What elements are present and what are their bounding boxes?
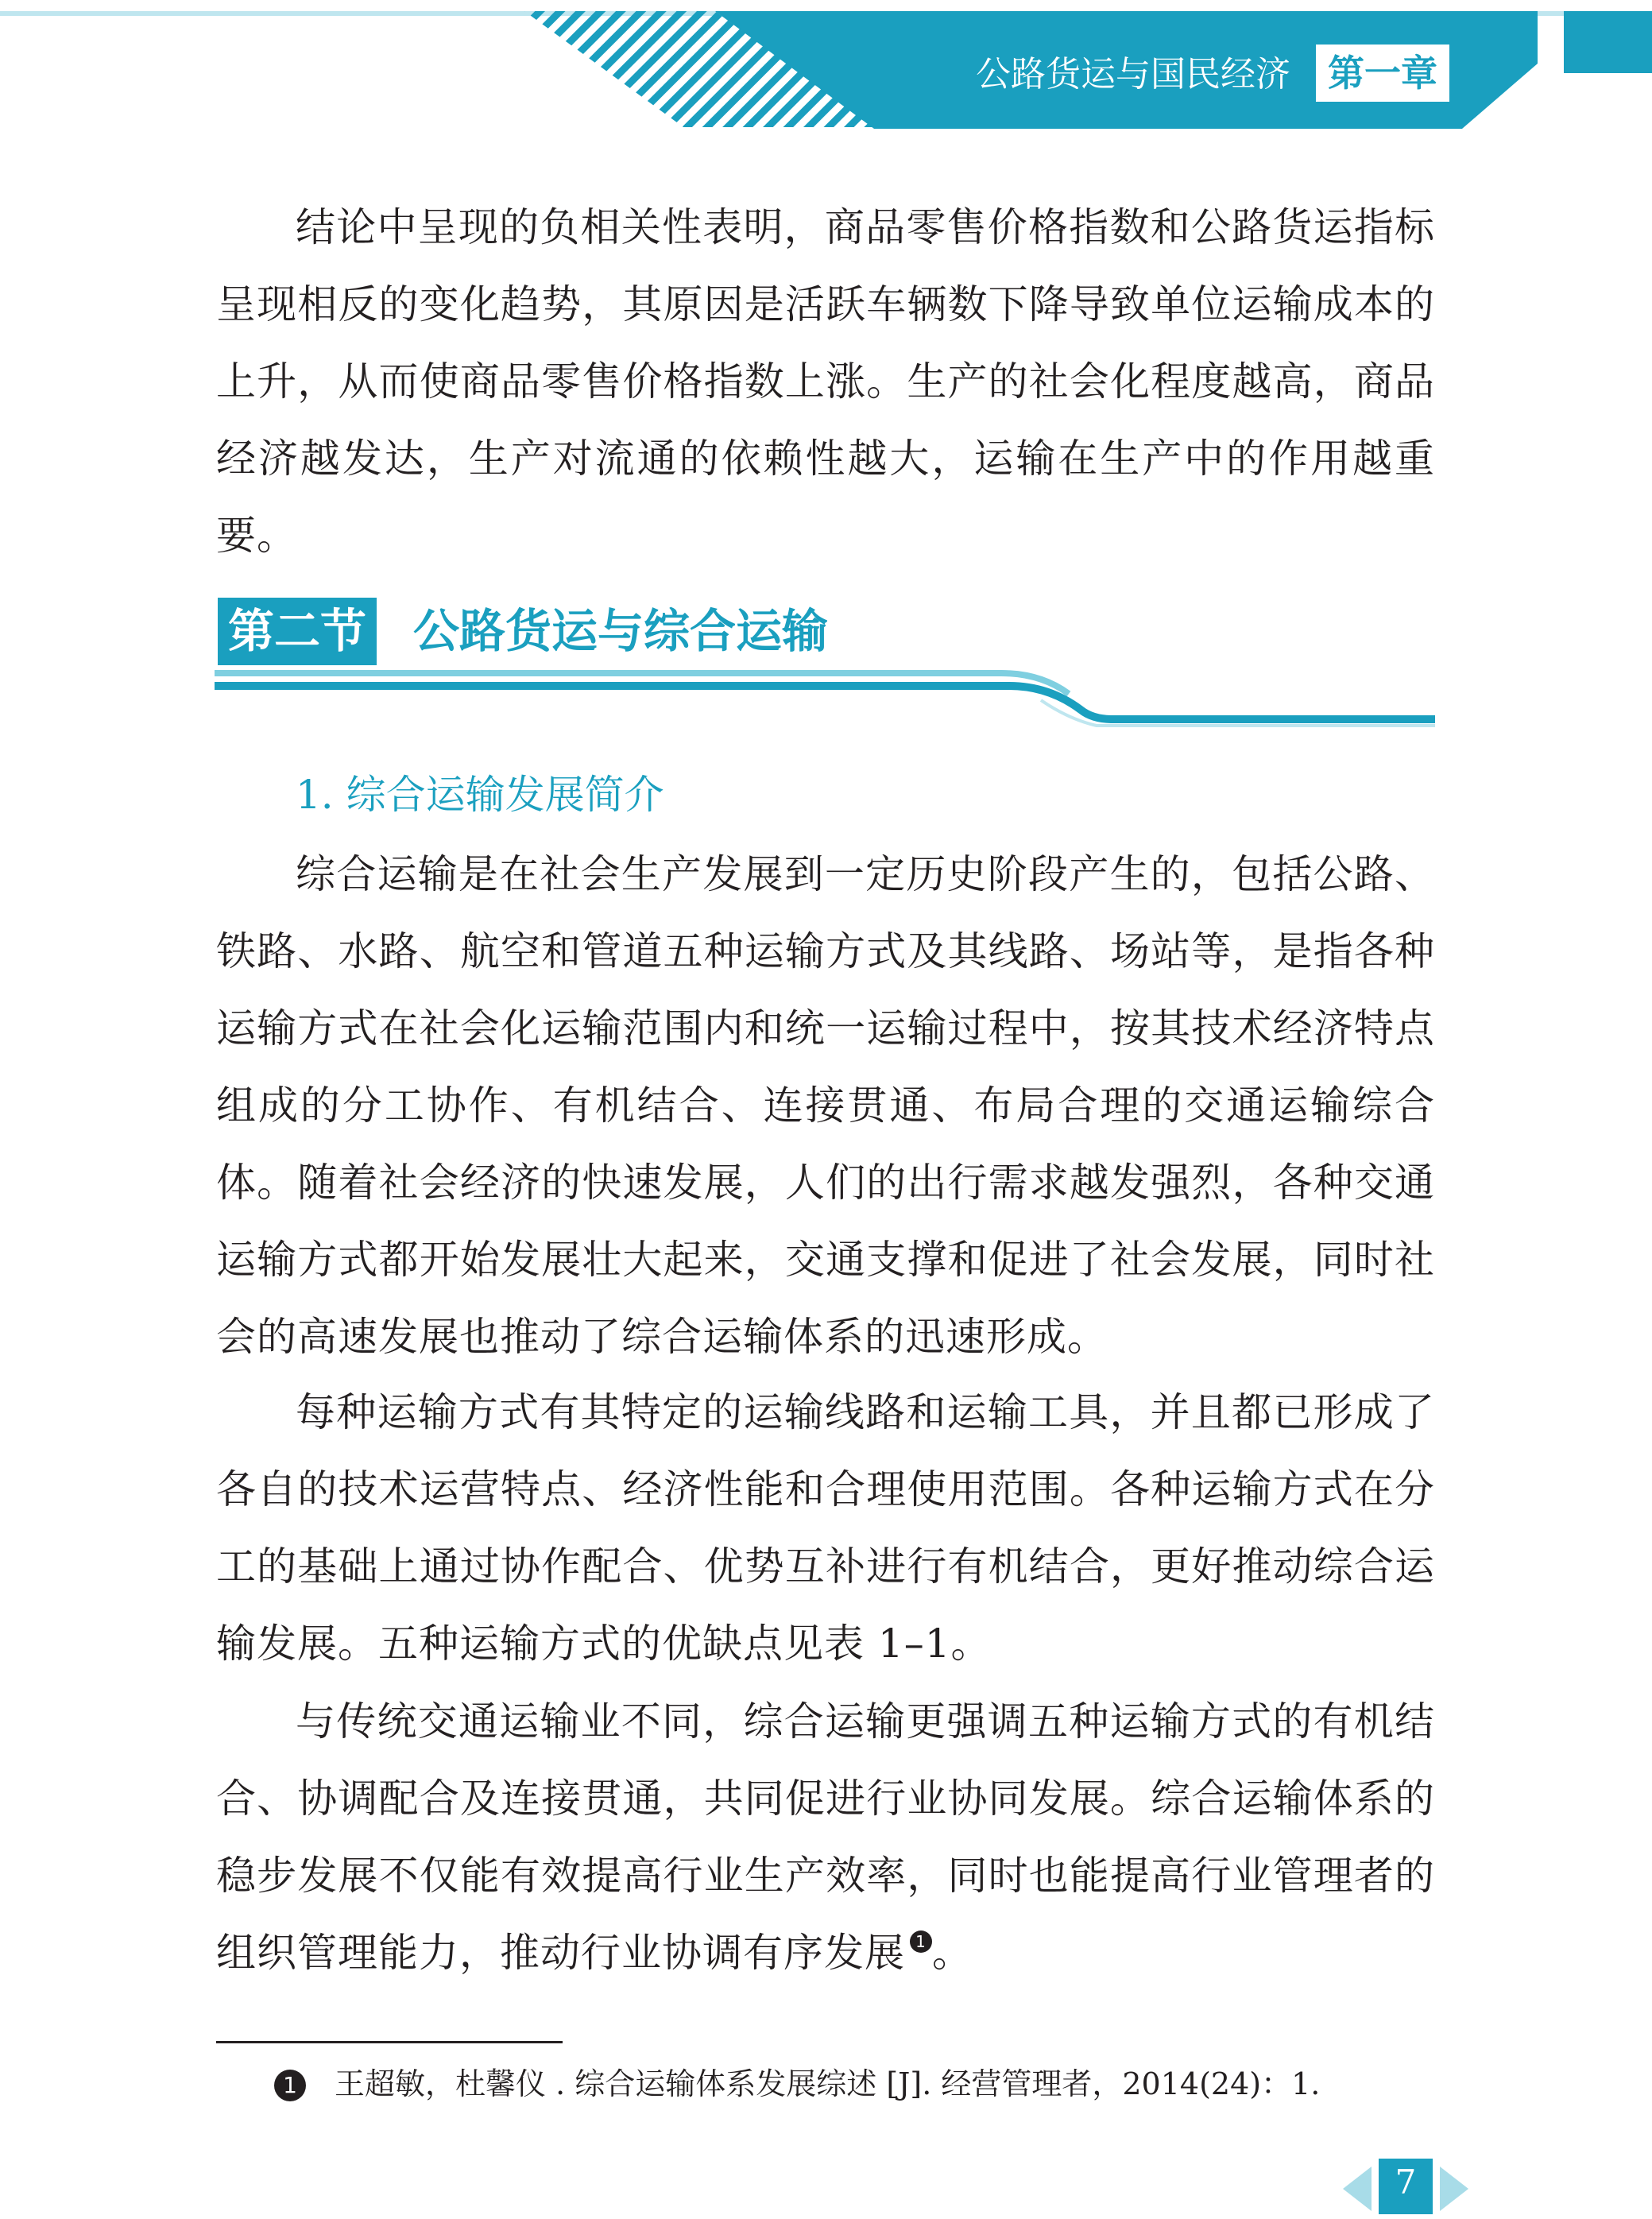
next-page-arrow-icon [1440, 2167, 1468, 2211]
page-number: 7 [1395, 2163, 1417, 2202]
body-paragraph: 综合运输是在社会生产发展到一定历史阶段产生的，包括公路、铁路、水路、航空和管道五种运输方式及其线路、场站等，是指各种运输方式在社会化运输范围内和统一运输过程中，按其技术经济特点组成的分工协作、有机结合、连接贯通、布局合理的交通运输综合体。随着社会经济的快速发展，人们的出行需求越发强烈，各种交通运输方式都开始发展壮大起来，交通支撑和促进了社会发展，同时社会的高速发展也推动了综合运输体系的迅速形成。 [216, 851, 1435, 1360]
body-paragraph: 每种运输方式有其特定的运输线路和运输工具，并且都已形成了各自的技术运营特点、经济性能和合理使用范围。各种运输方式在分工的基础上通过协作配合、优势互补进行有机结合，更好推动综合运输发展。五种运输方式的优缺点见表 1–1。 [216, 1389, 1435, 1667]
paragraph-end: 。 [932, 1930, 973, 1976]
footnote [274, 2057, 1320, 2111]
chapter-badge: 第一章 [1316, 45, 1449, 102]
footnote-marker: 1 [274, 2070, 306, 2101]
footnote-text: 王超敏，杜馨仪 . 综合运输体系发展综述 [J]. 经营管理者，2014(24)：1. [335, 2066, 1321, 2101]
paragraph-text: 与传统交通运输业不同，综合运输更强调五种运输方式的有机结合、协调配合及连接贯通，共同促进行业协同发展。综合运输体系的稳步发展不仅能有效提高行业生产效率，同时也能提高行业管理者的组织管理能力，推动行业协调有序发展 [216, 1698, 1435, 1976]
body-paragraph: 结论中呈现的负相关性表明，商品零售价格指数和公路货运指标呈现相反的变化趋势，其原因是活跃车辆数下降导致单位运输成本的上升，从而使商品零售价格指数上涨。生产的社会化程度越高，商品经济越发达，生产对流通的依赖性越大，运输在生产中的作用越重要。 [216, 204, 1435, 559]
section-number-badge: 第二节 [227, 604, 366, 658]
body-paragraph [216, 1683, 1435, 1992]
section-title: 公路货运与综合运输 [413, 604, 829, 658]
footnote-divider [216, 2041, 563, 2043]
running-title: 公路货运与国民经济 [976, 54, 1290, 95]
previous-page-arrow-icon [1343, 2167, 1372, 2211]
footnote-reference[interactable]: 1 [910, 1930, 932, 1953]
subsection-heading: 1. 综合运输发展简介 [296, 772, 664, 818]
